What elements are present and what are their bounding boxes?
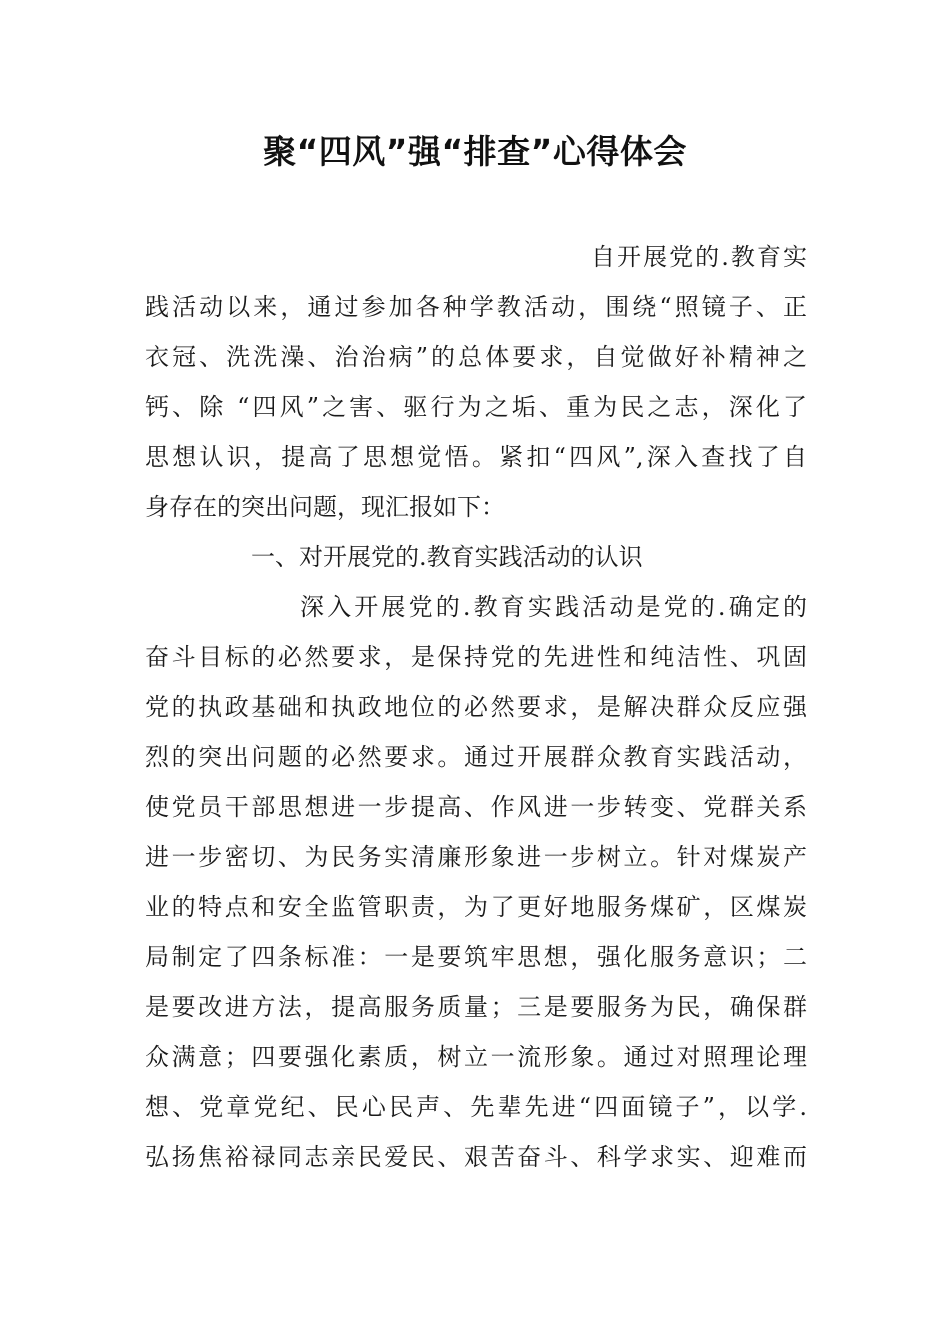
paragraph-line: 党的执政基础和执政地位的必然要求，是解决群众反应强 [145,693,807,721]
document-title: 聚“四风”强“排查”心得体会 [263,132,687,171]
paragraph-line: 奋斗目标的必然要求，是保持党的先进性和纯洁性、巩固 [145,643,807,671]
paragraph-line: 想、党章党纪、民心民声、先辈先进“四面镜子”，以学. [145,1093,807,1121]
paragraph-line: 弘扬焦裕禄同志亲民爱民、艰苦奋斗、科学求实、迎难而 [145,1143,807,1171]
paragraph-line: 自开展党的.教育实 [591,243,807,271]
section-heading: 一、对开展党的.教育实践活动的认识 [251,543,643,571]
paragraph-line: 众满意；四要强化素质，树立一流形象。通过对照理论理 [145,1043,807,1071]
paragraph-line: 深入开展党的.教育实践活动是党的.确定的 [300,593,807,621]
paragraph-line: 衣冠、洗洗澡、治治病”的总体要求，自觉做好补精神之 [145,343,807,371]
paragraph-line: 钙、除 “四风”之害、驱行为之垢、重为民之志，深化了 [145,393,807,421]
paragraph-line: 践活动以来，通过参加各种学教活动，围绕“照镜子、正 [145,293,807,321]
paragraph-line: 烈的突出问题的必然要求。通过开展群众教育实践活动， [145,743,807,771]
paragraph-line: 思想认识，提高了思想觉悟。紧扣“四风”,深入查找了自 [145,443,807,471]
paragraph-line: 是要改进方法，提高服务质量；三是要服务为民，确保群 [145,993,807,1021]
paragraph-line: 身存在的突出问题，现汇报如下： [145,493,505,521]
paragraph-line: 使党员干部思想进一步提高、作风进一步转变、党群关系 [145,793,807,821]
paragraph-line: 局制定了四条标准：一是要筑牢思想，强化服务意识；二 [145,943,807,971]
paragraph-line: 业的特点和安全监管职责，为了更好地服务煤矿，区煤炭 [145,893,807,921]
paragraph-line: 进一步密切、为民务实清廉形象进一步树立。针对煤炭产 [145,843,807,871]
